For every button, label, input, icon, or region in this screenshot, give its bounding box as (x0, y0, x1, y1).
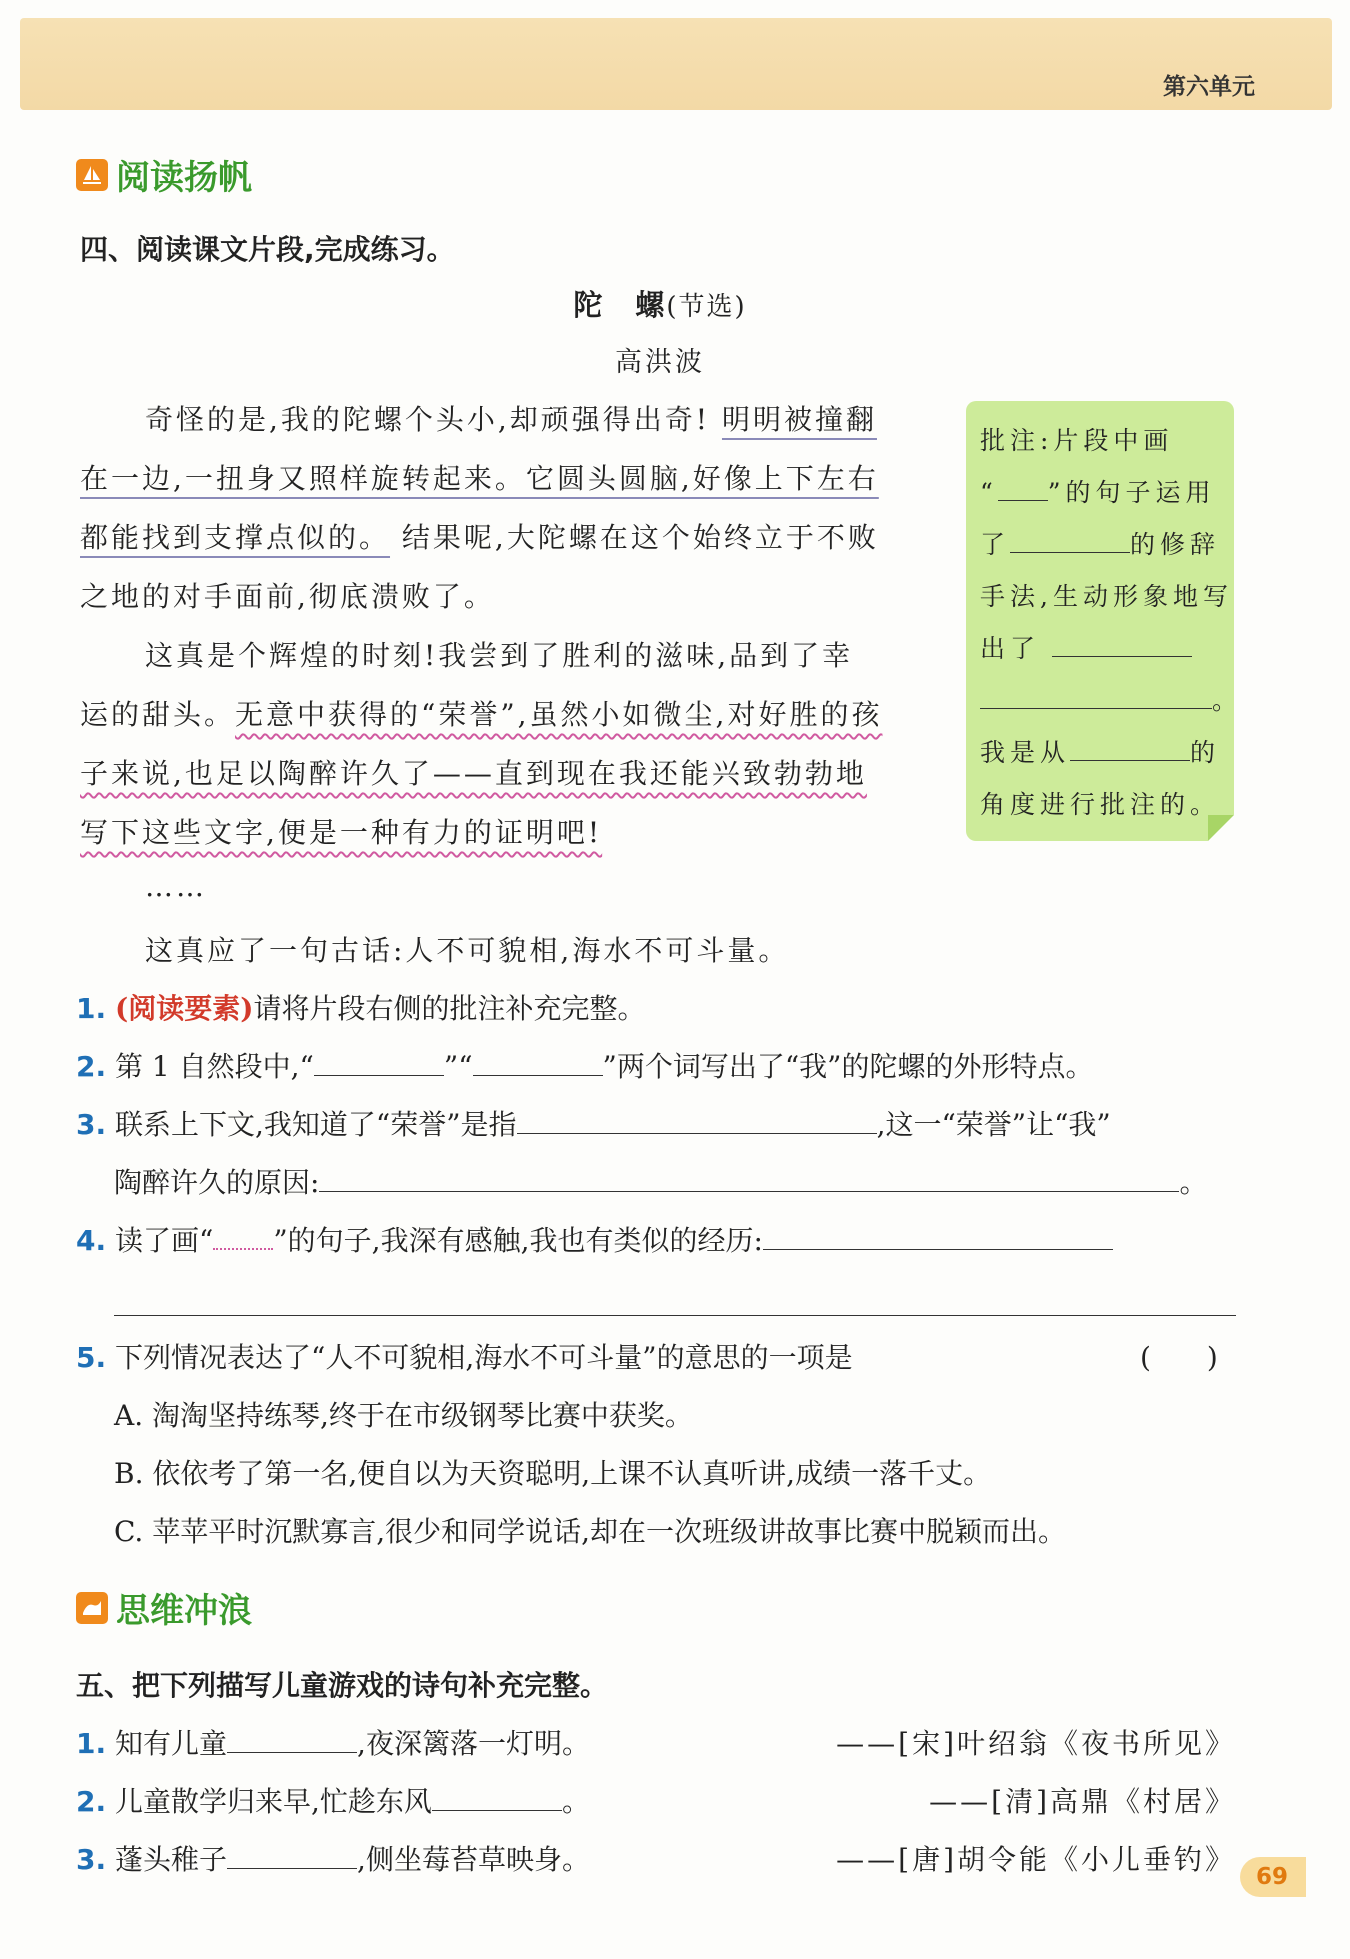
note-line: 批注:片段中画 (980, 426, 1174, 455)
option-b: B. 依依考了第一名,便自以为天资聪明,上课不认真听讲,成绩一落千丈。 (114, 1457, 992, 1490)
section-reading-title: 阅读扬帆 (116, 158, 252, 198)
note-line: 角度进行批注的。 (980, 790, 1221, 819)
section-thinking-title: 思维冲浪 (116, 1591, 252, 1631)
passage-line: 这真应了一句古话:人不可貌相,海水不可斗量。 (145, 934, 790, 967)
passage-line: 在一边,一扭身又照样旋转起来。它圆头圆脑,好像上下左右 (80, 462, 879, 495)
answer-blank[interactable] (319, 1167, 1179, 1192)
note-line: “ ”的句子运用 (980, 478, 1216, 507)
answer-blank[interactable] (227, 1844, 357, 1869)
header-banner (20, 18, 1332, 110)
sail-icon (76, 159, 108, 191)
passage-line: 写下这些文字,便是一种有力的证明吧! (80, 816, 603, 849)
passage-line: 之地的对手面前,彻底溃败了。 (80, 580, 495, 613)
poem-line-2: 2. 儿童散学归来早,忙趁东风 。 (76, 1785, 590, 1818)
note-blank[interactable] (1052, 632, 1192, 657)
note-line: 了 的修辞 (980, 530, 1221, 559)
unit-label: 第六单元 (1163, 74, 1255, 100)
note-blank[interactable] (980, 684, 1212, 709)
answer-blank[interactable] (314, 1051, 444, 1076)
passage-title: 陀 螺(节选) (573, 288, 747, 322)
passage-line: 都能找到支撑点似的。 结果呢,大陀螺在这个始终立于不败 (80, 521, 879, 554)
question-item-5: 5. 下列情况表达了“人不可貌相,海水不可斗量”的意思的一项是 (76, 1341, 853, 1374)
passage-line: 子来说,也足以陶醉许久了——直到现在我还能兴致勃勃地 (80, 757, 867, 790)
question-item-2: 2. 第 1 自然段中,“ ”“ ”两个词写出了“我”的陀螺的外形特点。 (76, 1050, 1094, 1083)
poem-line-1: 1. 知有儿童 ,夜深篱落一灯明。 (76, 1727, 590, 1760)
question-item-1: 1. (阅读要素)请将片段右侧的批注补充完整。 (76, 992, 646, 1025)
section-reading-header (76, 150, 252, 199)
section-thinking-header (76, 1583, 252, 1632)
note-line: 。 (980, 681, 1242, 717)
passage-line: 这真是个辉煌的时刻!我尝到了胜利的滋味,品到了幸 (145, 639, 854, 672)
note-line: 手法,生动形象地写 (980, 582, 1233, 611)
poem-source: ——[宋]叶绍翁《夜书所见》 (836, 1727, 1236, 1760)
passage-line: 运的甜头。无意中获得的“荣誉”,虽然小如微尘,对好胜的孩 (80, 698, 883, 731)
note-blank[interactable] (998, 476, 1048, 501)
answer-blank[interactable] (432, 1786, 562, 1811)
annotation-note (966, 401, 1234, 841)
answer-paren[interactable]: ( ) (1140, 1341, 1218, 1374)
question-item-3: 3. 联系上下文,我知道了“荣誉”是指 ,这一“荣誉”让“我” (76, 1108, 1111, 1141)
note-line: 我是从 的 (980, 738, 1221, 767)
note-blank[interactable] (1070, 736, 1190, 761)
passage-line: 奇怪的是,我的陀螺个头小,却顽强得出奇! 明明被撞翻 (145, 403, 877, 436)
wave-icon (76, 1592, 108, 1624)
answer-line[interactable] (114, 1315, 1236, 1316)
question-4-heading: 四、阅读课文片段,完成练习。 (80, 233, 455, 266)
answer-blank[interactable] (473, 1051, 603, 1076)
poem-source: ——[清]高鼎《村居》 (929, 1785, 1236, 1818)
poem-line-3: 3. 蓬头稚子 ,侧坐莓苔草映身。 (76, 1843, 590, 1876)
wavy-line-sample (213, 1234, 273, 1250)
note-line: 出了 (980, 629, 1192, 665)
answer-blank[interactable] (227, 1728, 357, 1753)
answer-blank[interactable] (517, 1109, 877, 1134)
option-c: C. 苹苹平时沉默寡言,很少和同学说话,却在一次班级讲故事比赛中脱颖而出。 (114, 1515, 1067, 1548)
question-item-4: 4. 读了画“ ”的句子,我深有感触,我也有类似的经历: (76, 1219, 1113, 1259)
page-number: 69 (1240, 1857, 1306, 1897)
poem-source: ——[唐]胡令能《小儿垂钓》 (836, 1843, 1236, 1876)
question-5-heading: 五、把下列描写儿童游戏的诗句补充完整。 (76, 1669, 609, 1702)
option-a: A. 淘淘坚持练琴,终于在市级钢琴比赛中获奖。 (114, 1399, 693, 1432)
note-blank[interactable] (1010, 528, 1130, 553)
answer-blank[interactable] (763, 1225, 1113, 1250)
passage-ellipsis: …… (145, 870, 207, 903)
passage-author: 高洪波 (615, 347, 705, 378)
question-item-3-cont: 陶醉许久的原因: 。 (114, 1166, 1208, 1199)
